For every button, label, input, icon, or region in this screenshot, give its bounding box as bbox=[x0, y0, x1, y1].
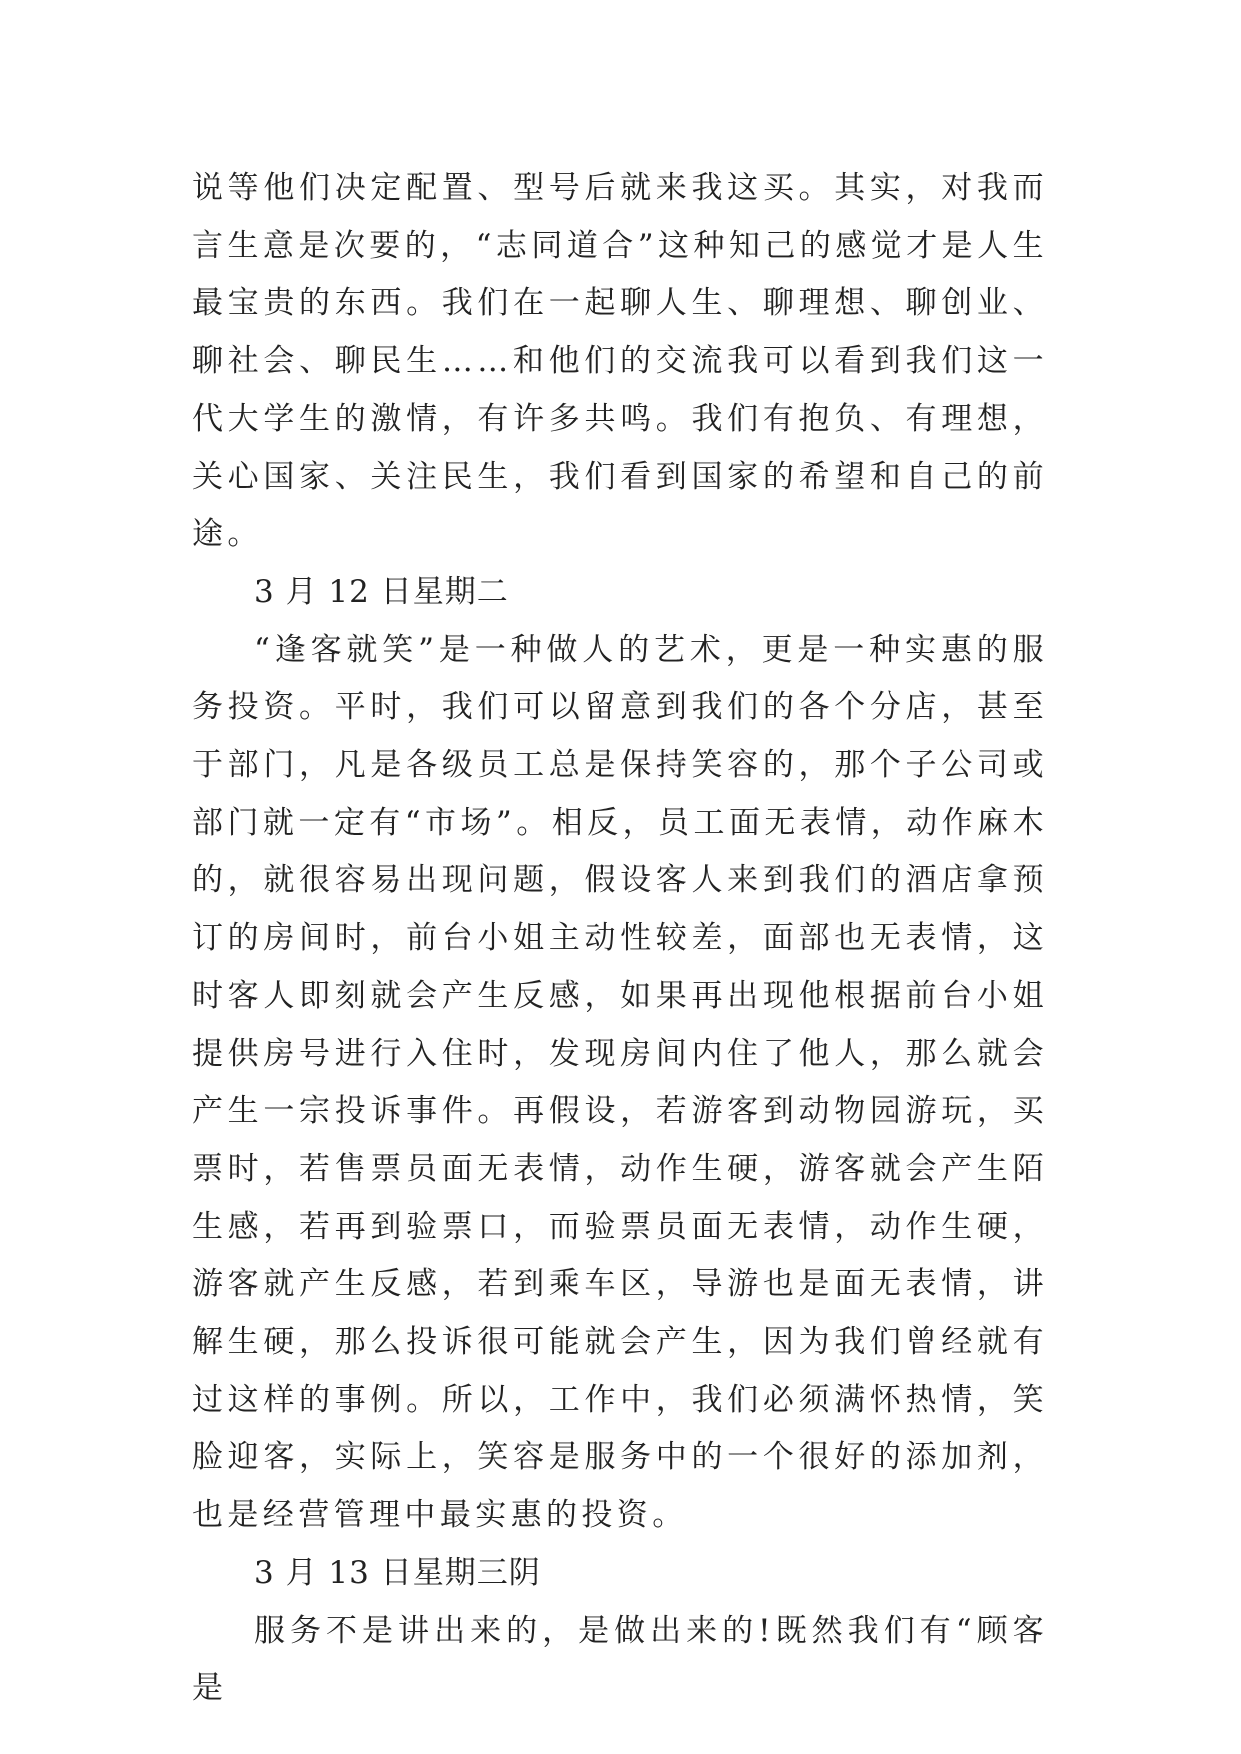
diary-weather: 阴 bbox=[508, 1554, 541, 1591]
paragraph-smile-service: “逢客就笑”是一种做人的艺术，更是一种实惠的服务投资。平时，我们可以留意到我们的各个分店，甚至于部门，凡是各级员工总是保持笑容的，那个子公司或部门就一定有“市场”。相反，员工面无表情，动作麻木的，就很容易出现问题，假设客人来到我们的酒店拿预订的房间时，前台小姐主动性较差，面部也无表情，这时客人即刻就会产生反感，如果再出现他根据前台小姐提供房号进行入住时，发现房间内住了他人，那么就会产生一宗投诉事件。再假设，若游客到动物园游玩，买票时，若售票员面无表情，动作生硬，游客就会产生陌生感，若再到验票口，而验票员面无表情，动作生硬，游客就产生反感，若到乘车区，导游也是面无表情，讲解生硬，那么投诉很可能就会产生，因为我们曾经就有过这样的事例。所以，工作中，我们必须满怀热情，笑脸迎客，实际上，笑容是服务中的一个很好的添加剂，也是经营管理中最实惠的投资。 bbox=[192, 631, 1048, 1534]
diary-weekday: 星期三 bbox=[412, 1554, 509, 1591]
paragraph-service-action: 服务不是讲出来的，是做出来的!既然我们有“顾客是 bbox=[192, 1612, 1048, 1707]
document-body bbox=[192, 160, 1048, 1718]
diary-date-heading bbox=[192, 564, 1048, 622]
diary-date: 3 月 12 日 bbox=[254, 573, 413, 610]
diary-date: 3 月 13 日 bbox=[254, 1554, 413, 1591]
diary-weekday: 星期二 bbox=[412, 573, 509, 610]
diary-date-heading bbox=[192, 1545, 1048, 1603]
paragraph-continuation: 说等他们决定配置、型号后就来我这买。其实，对我而言生意是次要的，“志同道合”这种知己的感觉才是人生最宝贵的东西。我们在一起聊人生、聊理想、聊创业、聊社会、聊民生……和他们的交流我可以看到我们这一代大学生的激情，有许多共鸣。我们有抱负、有理想，关心国家、关注民生，我们看到国家的希望和自己的前途。 bbox=[192, 170, 1048, 553]
